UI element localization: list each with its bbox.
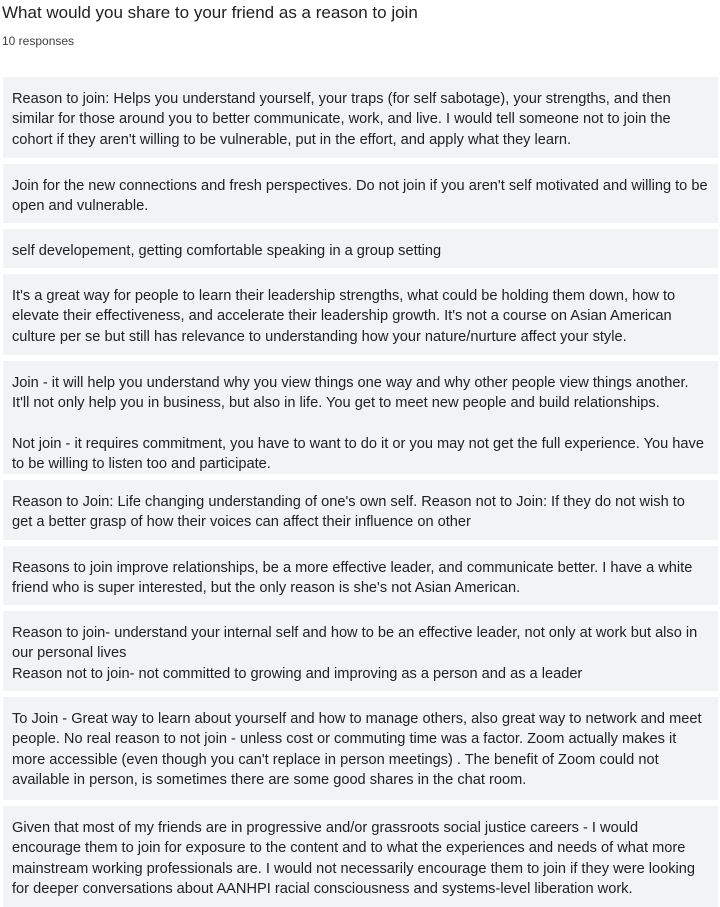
response-item: To Join - Great way to learn about yourself and how to manage others, also great way to network and meet people. No real reason to not join - unless cost or commuting time was a factor. Zoom actually makes it more accessible (even though you can't replace in person meetings) . The benefit of Zoom could not available in person, is sometimes there are some good shares in the chat room.: [3, 697, 718, 800]
response-item: It's a great way for people to learn their leadership strengths, what could be holding them down, how to elevate their effectiveness, and accelerate their leadership growth. It's not a course on Asian American culture per se but still has relevance to understanding how your nature/nurture affect your style.: [3, 274, 718, 355]
response-list: [3, 77, 718, 907]
response-item: Join for the new connections and fresh perspectives. Do not join if you aren't self motivated and willing to be open and vulnerable.: [3, 164, 718, 223]
response-item: Given that most of my friends are in progressive and/or grassroots social justice careers - I would encourage them to join for exposure to the content and to what the experiences and needs of what more mainstream working professionals are. I would not necessarily encourage them to join if they were looking for deeper conversations about AANHPI racial consciousness and systems-level liberation work.: [3, 806, 718, 907]
response-count: 10 responses: [2, 34, 75, 48]
question-title: What would you share to your friend as a reason to join: [2, 3, 418, 22]
response-item: Reason to join- understand your internal self and how to be an effective leader, not only at work but also in our personal lives Reason not to join- not committed to growing and improving as a person and as a leader: [3, 611, 718, 691]
response-item: self developement, getting comfortable speaking in a group setting: [3, 229, 718, 268]
response-item: Reasons to join improve relationships, be a more effective leader, and communicate better. I have a white friend who is super interested, but the only reason is she's not Asian American.: [3, 546, 718, 605]
response-item: Reason to Join: Life changing understanding of one's own self. Reason not to Join: If they do not wish to get a better grasp of how their voices can affect their influence on other: [3, 480, 718, 540]
response-item: Reason to join: Helps you understand yourself, your traps (for self sabotage), your strengths, and then similar for those around you to better communicate, work, and live. I would tell someone not to join the cohort if they aren't willing to be vulnerable, put in the effort, and apply what they learn.: [3, 77, 718, 158]
response-item: Join - it will help you understand why you view things one way and why other people view things another. It'll not only help you in business, but also in life. You get to meet new people and build relationships. Not join - it requires commitment, you have to want to do it or you may not get the full experience. You have to be willing to listen too and participate.: [3, 361, 718, 474]
